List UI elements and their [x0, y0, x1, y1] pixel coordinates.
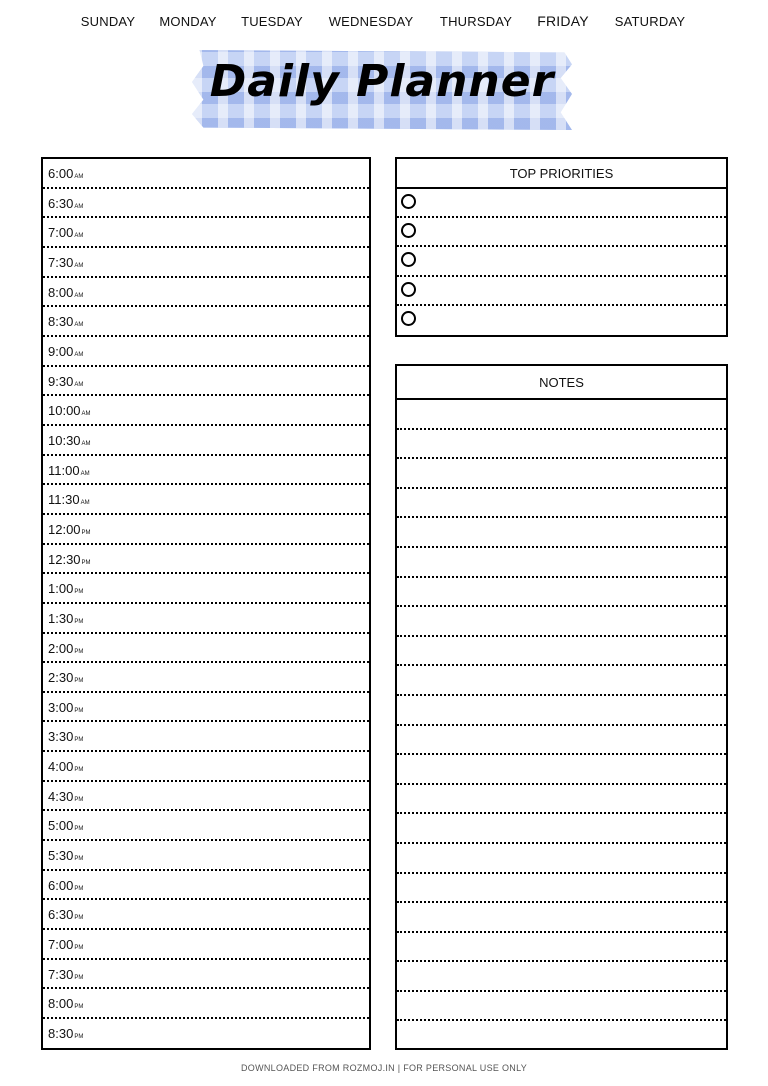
priority-checkbox[interactable] [401, 282, 416, 297]
time-label [48, 729, 83, 744]
time-period: AM [74, 174, 84, 180]
time-value: 7:30 [48, 966, 74, 982]
time-label [48, 403, 91, 418]
time-period: PM [74, 1004, 84, 1011]
time-value: 9:30 [48, 373, 74, 389]
priority-checkbox[interactable] [401, 223, 416, 238]
weekday-header [0, 14, 768, 34]
time-slot[interactable] [43, 989, 369, 1019]
note-line[interactable] [397, 430, 726, 460]
time-slot[interactable] [43, 515, 369, 545]
time-label [48, 314, 83, 329]
time-period: PM [74, 618, 84, 625]
time-label [48, 1026, 83, 1041]
time-period: PM [74, 707, 84, 714]
time-slot[interactable] [43, 693, 369, 723]
note-line[interactable] [397, 962, 726, 992]
time-value: 2:00 [48, 640, 74, 656]
time-label [48, 967, 83, 982]
day-saturday[interactable]: SATURDAY [614, 14, 686, 29]
time-label [48, 196, 83, 211]
time-label [48, 522, 91, 537]
time-period: PM [74, 856, 84, 863]
priority-checkbox[interactable] [401, 311, 416, 326]
note-line[interactable] [397, 459, 726, 489]
note-line[interactable] [397, 696, 726, 726]
time-period: PM [81, 559, 91, 566]
note-line[interactable] [397, 903, 726, 933]
time-period: AM [74, 351, 84, 358]
time-slot[interactable] [43, 189, 369, 219]
time-label [48, 255, 83, 270]
time-value: 6:30 [48, 907, 74, 923]
time-period: PM [74, 974, 84, 981]
time-period: AM [80, 470, 90, 477]
time-period: AM [81, 440, 91, 447]
time-label [48, 463, 90, 478]
time-label [48, 552, 91, 567]
time-value: 6:00 [48, 166, 74, 181]
day-sunday[interactable]: SUNDAY [80, 14, 136, 29]
time-label [48, 700, 83, 715]
time-label [48, 789, 83, 804]
time-label [48, 818, 83, 833]
time-value: 2:30 [48, 670, 74, 686]
time-label [48, 166, 83, 181]
priority-row[interactable] [397, 247, 726, 276]
time-value: 12:30 [48, 551, 81, 567]
time-period: PM [81, 529, 91, 536]
time-value: 7:30 [48, 254, 74, 270]
time-value: 6:30 [48, 195, 74, 211]
time-period: AM [81, 411, 91, 418]
note-line[interactable] [397, 607, 726, 637]
time-slot[interactable] [43, 634, 369, 664]
time-period: AM [74, 292, 84, 299]
time-value: 7:00 [48, 225, 74, 241]
time-slot[interactable] [43, 337, 369, 367]
time-slot[interactable] [43, 871, 369, 901]
time-slot[interactable] [43, 248, 369, 278]
time-value: 11:30 [48, 492, 80, 508]
time-period: PM [74, 648, 84, 655]
day-friday[interactable]: FRIDAY [537, 13, 589, 29]
time-period: PM [74, 796, 84, 803]
hourly-schedule [41, 157, 371, 1050]
time-label [48, 996, 83, 1011]
time-value: 12:00 [48, 521, 81, 537]
time-value: 8:30 [48, 314, 74, 330]
title-banner [192, 48, 572, 134]
time-slot[interactable] [43, 574, 369, 604]
time-slot[interactable] [43, 930, 369, 960]
time-label [48, 670, 83, 685]
time-value: 1:00 [48, 581, 74, 597]
time-slot[interactable] [43, 782, 369, 812]
time-value: 8:30 [48, 1026, 74, 1042]
time-value: 4:30 [48, 788, 74, 804]
time-label [48, 878, 83, 893]
time-value: 6:00 [48, 877, 74, 893]
notes-heading: NOTES [397, 366, 726, 400]
note-line[interactable] [397, 785, 726, 815]
time-label [48, 374, 83, 389]
time-value: 5:00 [48, 818, 74, 834]
priority-row[interactable] [397, 277, 726, 306]
priority-row[interactable] [397, 189, 726, 218]
time-slot[interactable] [43, 307, 369, 337]
time-value: 1:30 [48, 610, 74, 626]
time-slot[interactable] [43, 752, 369, 782]
time-slot[interactable] [43, 1019, 369, 1049]
time-value: 10:30 [48, 432, 81, 448]
note-line[interactable] [397, 726, 726, 756]
time-period: PM [74, 1034, 84, 1041]
notes-box [395, 364, 728, 1050]
time-slot[interactable] [43, 485, 369, 515]
time-label [48, 937, 83, 952]
time-slot[interactable] [43, 396, 369, 426]
time-label [48, 907, 83, 922]
footer-note: DOWNLOADED FROM ROZMOJ.IN | FOR PERSONAL USE ONLY [240, 1063, 528, 1073]
note-line[interactable] [397, 1021, 726, 1051]
time-period: AM [80, 500, 90, 507]
time-period: PM [74, 589, 84, 596]
time-label [48, 581, 83, 596]
priorities-heading: TOP PRIORITIES [397, 159, 726, 189]
time-period: PM [74, 826, 84, 833]
time-value: 5:30 [48, 848, 74, 864]
time-period: PM [74, 767, 84, 774]
note-line[interactable] [397, 578, 726, 608]
time-slot[interactable] [43, 722, 369, 752]
time-period: AM [74, 381, 84, 388]
time-slot[interactable] [43, 841, 369, 871]
day-tuesday[interactable]: TUESDAY [241, 14, 303, 29]
time-label [48, 492, 90, 507]
note-line[interactable] [397, 637, 726, 667]
time-slot[interactable] [43, 456, 369, 486]
time-slot[interactable] [43, 811, 369, 841]
time-period: PM [74, 885, 84, 892]
time-slot[interactable] [43, 900, 369, 930]
time-value: 10:00 [48, 403, 81, 419]
note-line[interactable] [397, 666, 726, 696]
time-period: PM [74, 915, 84, 922]
time-slot[interactable] [43, 426, 369, 456]
priority-row[interactable] [397, 306, 726, 335]
time-period: AM [74, 322, 84, 329]
priority-row[interactable] [397, 218, 726, 247]
note-line[interactable] [397, 400, 726, 430]
note-line[interactable] [397, 933, 726, 963]
time-slot[interactable] [43, 159, 369, 189]
time-slot[interactable] [43, 604, 369, 634]
note-line[interactable] [397, 844, 726, 874]
time-value: 3:00 [48, 699, 74, 715]
time-value: 3:30 [48, 729, 74, 745]
time-period: PM [74, 678, 84, 685]
time-value: 4:00 [48, 759, 74, 775]
time-label [48, 285, 83, 300]
time-period: AM [74, 262, 84, 269]
time-value: 8:00 [48, 996, 74, 1012]
time-period: PM [74, 945, 84, 952]
priority-checkbox[interactable] [401, 252, 416, 267]
note-line[interactable] [397, 489, 726, 519]
time-period: AM [74, 233, 84, 240]
note-line[interactable] [397, 874, 726, 904]
note-line[interactable] [397, 548, 726, 578]
time-period: AM [74, 203, 84, 210]
time-slot[interactable] [43, 367, 369, 397]
time-slot[interactable] [43, 545, 369, 575]
note-line[interactable] [397, 992, 726, 1022]
day-wednesday[interactable]: WEDNESDAY [328, 14, 414, 29]
day-thursday[interactable]: THURSDAY [439, 14, 513, 29]
time-label [48, 225, 83, 240]
time-label [48, 433, 91, 448]
time-value: 8:00 [48, 284, 74, 300]
time-label [48, 344, 83, 359]
time-period: PM [74, 737, 84, 744]
note-line[interactable] [397, 814, 726, 844]
time-slot[interactable] [43, 278, 369, 308]
time-label [48, 641, 83, 656]
time-label [48, 759, 83, 774]
note-line[interactable] [397, 755, 726, 785]
note-line[interactable] [397, 518, 726, 548]
priority-checkbox[interactable] [401, 194, 416, 209]
time-slot[interactable] [43, 960, 369, 990]
time-value: 9:00 [48, 343, 74, 359]
time-slot[interactable] [43, 218, 369, 248]
time-value: 11:00 [48, 462, 80, 478]
time-value: 7:00 [48, 937, 74, 953]
time-label [48, 848, 83, 863]
page-title: Daily Planner [209, 56, 555, 107]
top-priorities-box [395, 157, 728, 337]
day-monday[interactable]: MONDAY [159, 14, 217, 29]
time-slot[interactable] [43, 663, 369, 693]
time-label [48, 611, 83, 626]
